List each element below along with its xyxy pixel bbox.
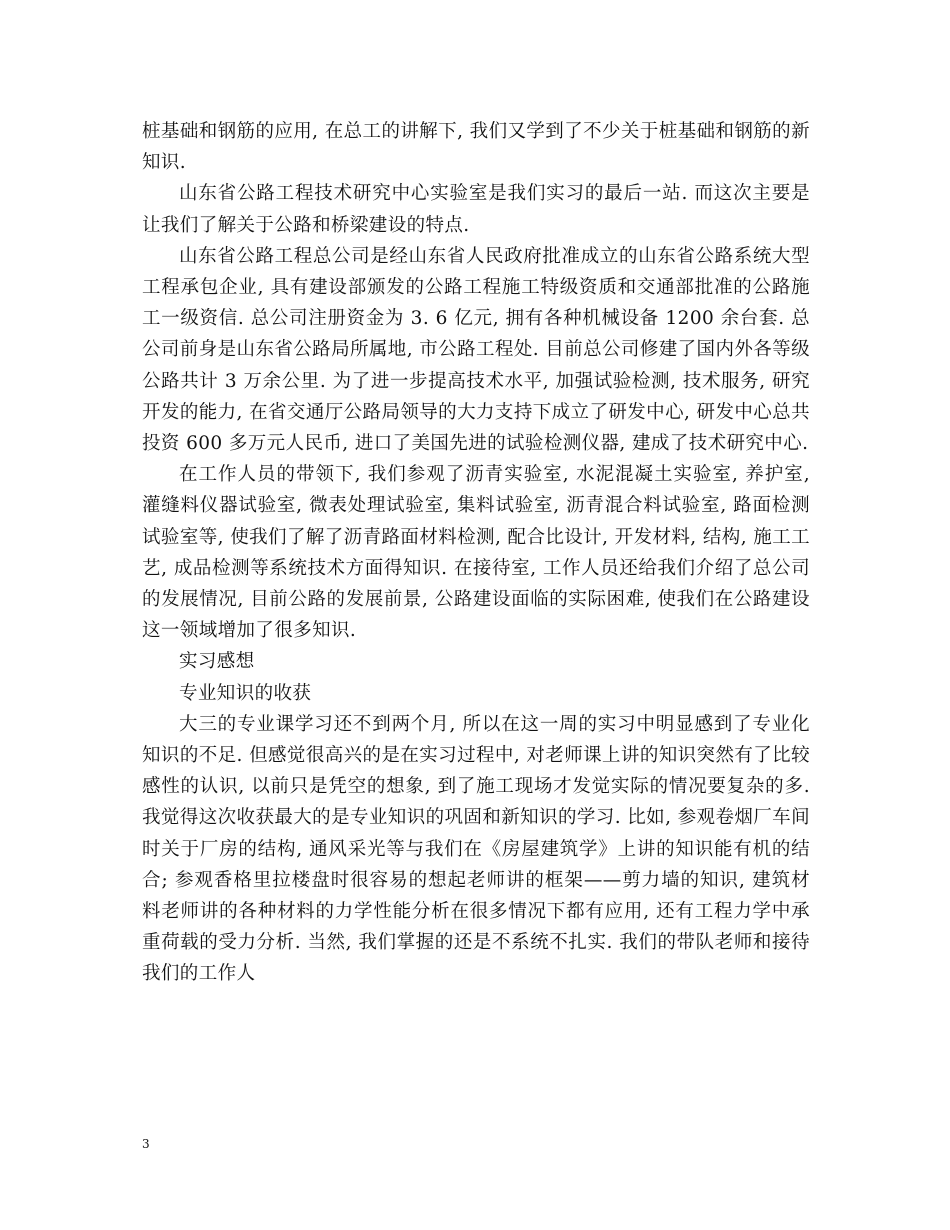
- paragraph-lab-visit: 在工作人员的带领下, 我们参观了沥青实验室, 水泥混凝土实验室, 养护室, 灌缝料仪器试验室, 微表处理试验室, 集料试验室, 沥青混合料试验室, 路面检测试验室等, 使我们了解了沥青路面材料检测, 配合比设计, 开发材料, 结构, 施工工艺, 成品检测等系统技术方面得知识. 在接待室, 工作人员还给我们介绍了总公司的发展情况, 目前公路的发展前景, 公路建设面临的实际困难, 使我们在公路建设这一领域增加了很多知识.: [142, 464, 810, 642]
- paragraph-continuation: 桩基础和钢筋的应用, 在总工的讲解下, 我们又学到了不少关于桩基础和钢筋的新知识.: [142, 121, 810, 174]
- body-text: [142, 116, 810, 990]
- paragraph-lab-last-stop: 山东省公路工程技术研究中心实验室是我们实习的最后一站. 而这次主要是让我们了解关于公路和桥梁建设的特点.: [142, 183, 810, 236]
- subheading-knowledge-gain: 专业知识的收获: [179, 682, 312, 704]
- page-number: 3: [142, 1137, 150, 1151]
- section-heading-reflection: 实习感想: [179, 651, 255, 673]
- paragraph-company-intro: 山东省公路工程总公司是经山东省人民政府批准成立的山东省公路系统大型工程承包企业, 具有建设部颁发的公路工程施工特级资质和交通部批准的公路施工一级资信. 总公司注册资金为 3. 6 亿元, 拥有各种机械设备 1200 余台套. 总公司前身是山东省公路局所属地, 市公路工程处. 目前总公司修建了国内外各等级公路共计 3 万余公里. 为了进一步提高技术水平, 加强试验检测, 技术服务, 研究开发的能力, 在省交通厅公路局领导的大力支持下成立了研发中心, 研发中心总共投资 600 多万元人民币, 进口了美国先进的试验检测仪器, 建成了技术研究中心.: [142, 245, 810, 455]
- paragraph-knowledge-gain: 大三的专业课学习还不到两个月, 所以在这一周的实习中明显感到了专业化知识的不足. 但感觉很高兴的是在实习过程中, 对老师课上讲的知识突然有了比较感性的认识, 以前只是凭空的想象, 到了施工现场才发觉实际的情况要复杂的多. 我觉得这次收获最大的是专业知识的巩固和新知识的学习. 比如, 参观卷烟厂车间时关于厂房的结构, 通风采光等与我们在《房屋建筑学》上讲的知识能有机的结合; 参观香格里拉楼盘时很容易的想起老师讲的框架——剪力墙的知识, 建筑材料老师讲的各种材料的力学性能分析在很多情况下都有应用, 还有工程力学中承重荷载的受力分析. 当然, 我们掌握的还是不系统不扎实. 我们的带队老师和接待我们的工作人: [142, 713, 810, 985]
